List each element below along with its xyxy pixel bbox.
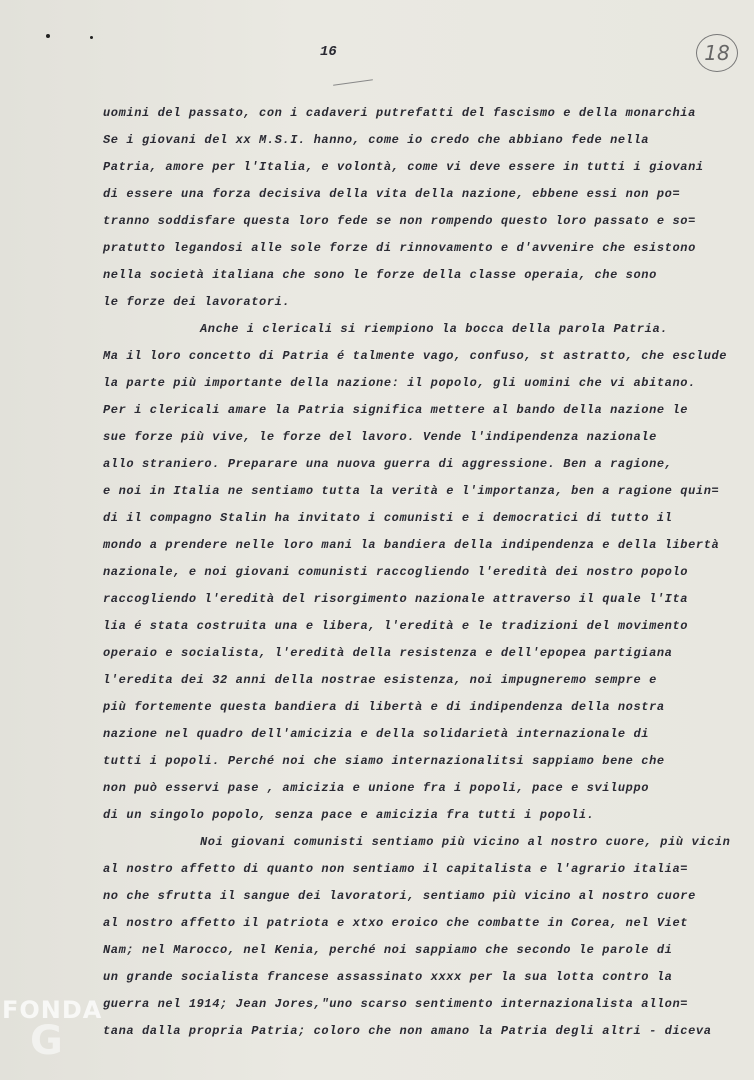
text-line: allo straniero. Preparare una nuova guerra di aggressione. Ben a ragione, xyxy=(103,457,673,471)
text-line: nazione nel quadro dell'amicizia e della solidarietà internazionale di xyxy=(103,727,650,741)
text-line: no che sfrutta il sangue dei lavoratori, sentiamo più vicino al nostro cuore xyxy=(103,889,696,903)
text-line: pratutto legandosi alle sole forze di rinnovamento e d'avvenire che esistono xyxy=(103,241,696,255)
text-line: uomini del passato, con i cadaveri putrefatti del fascismo e della monarchia xyxy=(103,106,696,120)
text-line: Noi giovani comunisti sentiamo più vicino al nostro cuore, più vicin xyxy=(200,835,731,849)
text-line: Anche i clericali si riempiono la bocca della parola Patria. xyxy=(200,322,669,336)
text-line: di un singolo popolo, senza pace e amicizia fra tutti i popoli. xyxy=(103,808,595,822)
text-line: mondo a prendere nelle loro mani la bandiera della indipendenza e della libertà xyxy=(103,538,720,552)
page-number: 16 xyxy=(320,44,337,60)
pencil-mark xyxy=(333,79,373,86)
text-line: nella società italiana che sono le forze della classe operaia, che sono xyxy=(103,268,657,282)
text-line: di essere una forza decisiva della vita della nazione, ebbene essi non po= xyxy=(103,187,681,201)
text-line: operaio e socialista, l'eredità della resistenza e dell'epopea partigiana xyxy=(103,646,673,660)
text-line: guerra nel 1914; Jean Jores,"uno scarso sentimento internazionalista allon= xyxy=(103,997,689,1011)
text-line: un grande socialista francese assassinato xxxx per la sua lotta contro la xyxy=(103,970,673,984)
text-line: Patria, amore per l'Italia, e volontà, come vi deve essere in tutti i giovani xyxy=(103,160,704,174)
archive-watermark: FONDA xyxy=(2,996,103,1024)
text-line: non può esservi pase , amicizia e unione fra i popoli, pace e sviluppo xyxy=(103,781,650,795)
text-line: tana dalla propria Patria; coloro che non amano la Patria degli altri - diceva xyxy=(103,1024,712,1038)
text-line: lia é stata costruita una e libera, l'eredità e le tradizioni del movimento xyxy=(103,619,689,633)
archive-watermark-logo: G xyxy=(30,1018,63,1064)
text-line: la parte più importante della nazione: il popolo, gli uomini che vi abitano. xyxy=(103,376,696,390)
punch-mark xyxy=(46,34,50,38)
text-line: al nostro affetto di quanto non sentiamo il capitalista e l'agrario italia= xyxy=(103,862,689,876)
text-line: tutti i popoli. Perché noi che siamo internazionalitsi sappiamo bene che xyxy=(103,754,665,768)
text-line: al nostro affetto il patriota e xtxo eroico che combatte in Corea, nel Viet xyxy=(103,916,689,930)
archive-page-stamp: 18 xyxy=(696,34,738,72)
text-line: sue forze più vive, le forze del lavoro. Vende l'indipendenza nazionale xyxy=(103,430,657,444)
text-line: e noi in Italia ne sentiamo tutta la verità e l'importanza, ben a ragione quin= xyxy=(103,484,720,498)
text-line: Per i clericali amare la Patria significa mettere al bando della nazione le xyxy=(103,403,689,417)
text-line: di il compagno Stalin ha invitato i comunisti e i democratici di tutto il xyxy=(103,511,673,525)
text-line: Se i giovani del xx M.S.I. hanno, come io credo che abbiano fede nella xyxy=(103,133,650,147)
text-line: tranno soddisfare questa loro fede se non rompendo questo loro passato e so= xyxy=(103,214,696,228)
punch-mark xyxy=(90,36,93,39)
text-line: le forze dei lavoratori. xyxy=(103,295,291,309)
text-line: nazionale, e noi giovani comunisti raccogliendo l'eredità dei nostro popolo xyxy=(103,565,689,579)
text-line: raccogliendo l'eredità del risorgimento nazionale attraverso il quale l'Ita xyxy=(103,592,689,606)
text-line: l'eredita dei 32 anni della nostrae esistenza, noi impugneremo sempre e xyxy=(103,673,657,687)
text-line: Ma il loro concetto di Patria é talmente vago, confuso, st astratto, che esclude xyxy=(103,349,728,363)
text-line: più fortemente questa bandiera di libertà e di indipendenza della nostra xyxy=(103,700,665,714)
text-line: Nam; nel Marocco, nel Kenia, perché noi sappiamo che secondo le parole di xyxy=(103,943,673,957)
